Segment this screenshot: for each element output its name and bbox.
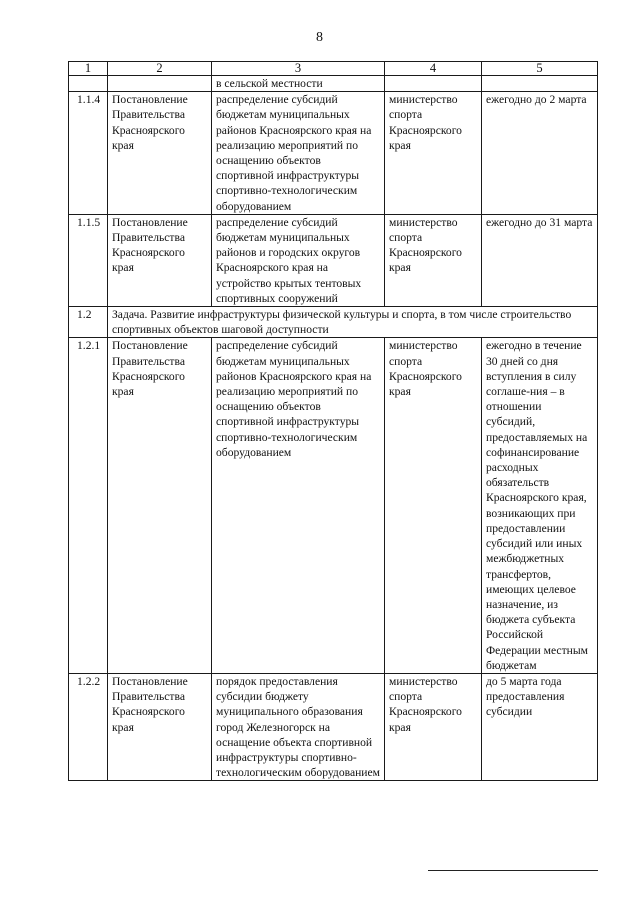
column-header: 5 [482, 62, 598, 76]
table-row [69, 214, 598, 306]
subject-cell: распределение субсидий бюджетам муниципальных районов и городских округов Красноярского края на устройство крытых тентовых спортивных сооружений [212, 214, 385, 306]
row-number: 1.2.1 [69, 338, 108, 673]
subject-cell: в сельской местности [212, 76, 385, 92]
footer-divider [428, 870, 598, 871]
measures-table [68, 61, 598, 781]
section-title: Задача. Развитие инфраструктуры физической культуры и спорта, в том числе строительство спортивных объектов шаговой доступности [108, 307, 598, 338]
deadline-cell [482, 76, 598, 92]
responsible-cell: министерство спорта Красноярского края [385, 673, 482, 780]
deadline-cell: ежегодно до 2 марта [482, 92, 598, 215]
deadline-cell: ежегодно до 31 марта [482, 214, 598, 306]
row-number: 1.1.5 [69, 214, 108, 306]
responsible-cell: министерство спорта Красноярского края [385, 338, 482, 673]
column-header: 4 [385, 62, 482, 76]
document-cell [108, 76, 212, 92]
deadline-cell: ежегодно в течение 30 дней со дня вступления в силу соглаше-ния – в отношении субсидий, предоставляемых на софинансирование расходных обязательств Красноярского края, возникающих при предоставлении субсидий или иных межбюджетных трансфертов, имеющих целевое назначение, из бюджета субъекта Российской Федерации местным бюджетам [482, 338, 598, 673]
header-row [69, 62, 598, 76]
section-number: 1.2 [69, 307, 108, 338]
subject-cell: распределение субсидий бюджетам муниципальных районов Красноярского края на реализацию мероприятий по оснащению объектов спортивной инфраструктуры спортивно-технологическим оборудованием [212, 338, 385, 673]
column-header: 2 [108, 62, 212, 76]
column-header: 1 [69, 62, 108, 76]
page-number: 8 [316, 30, 323, 45]
deadline-cell: до 5 марта года предоставления субсидии [482, 673, 598, 780]
row-number: 1.2.2 [69, 673, 108, 780]
document-cell: Постановление Правительства Красноярского края [108, 214, 212, 306]
subject-cell: порядок предоставления субсидии бюджету муниципального образования город Железногорск на оснащение объекта спортивной инфраструктуры спортивно-технологическим оборудованием [212, 673, 385, 780]
row-number: 1.1.4 [69, 92, 108, 215]
table-row [69, 338, 598, 673]
table-row [69, 673, 598, 780]
section-row [69, 307, 598, 338]
column-header: 3 [212, 62, 385, 76]
responsible-cell: министерство спорта Красноярского края [385, 214, 482, 306]
document-cell: Постановление Правительства Красноярского края [108, 673, 212, 780]
document-cell: Постановление Правительства Красноярского края [108, 338, 212, 673]
document-cell: Постановление Правительства Красноярского края [108, 92, 212, 215]
subject-cell: распределение субсидий бюджетам муниципальных районов Красноярского края на реализацию мероприятий по оснащению объектов спортивной инфраструктуры спортивно-технологическим оборудованием [212, 92, 385, 215]
responsible-cell: министерство спорта Красноярского края [385, 92, 482, 215]
table-row [69, 92, 598, 215]
responsible-cell [385, 76, 482, 92]
row-number [69, 76, 108, 92]
table-row [69, 76, 598, 92]
